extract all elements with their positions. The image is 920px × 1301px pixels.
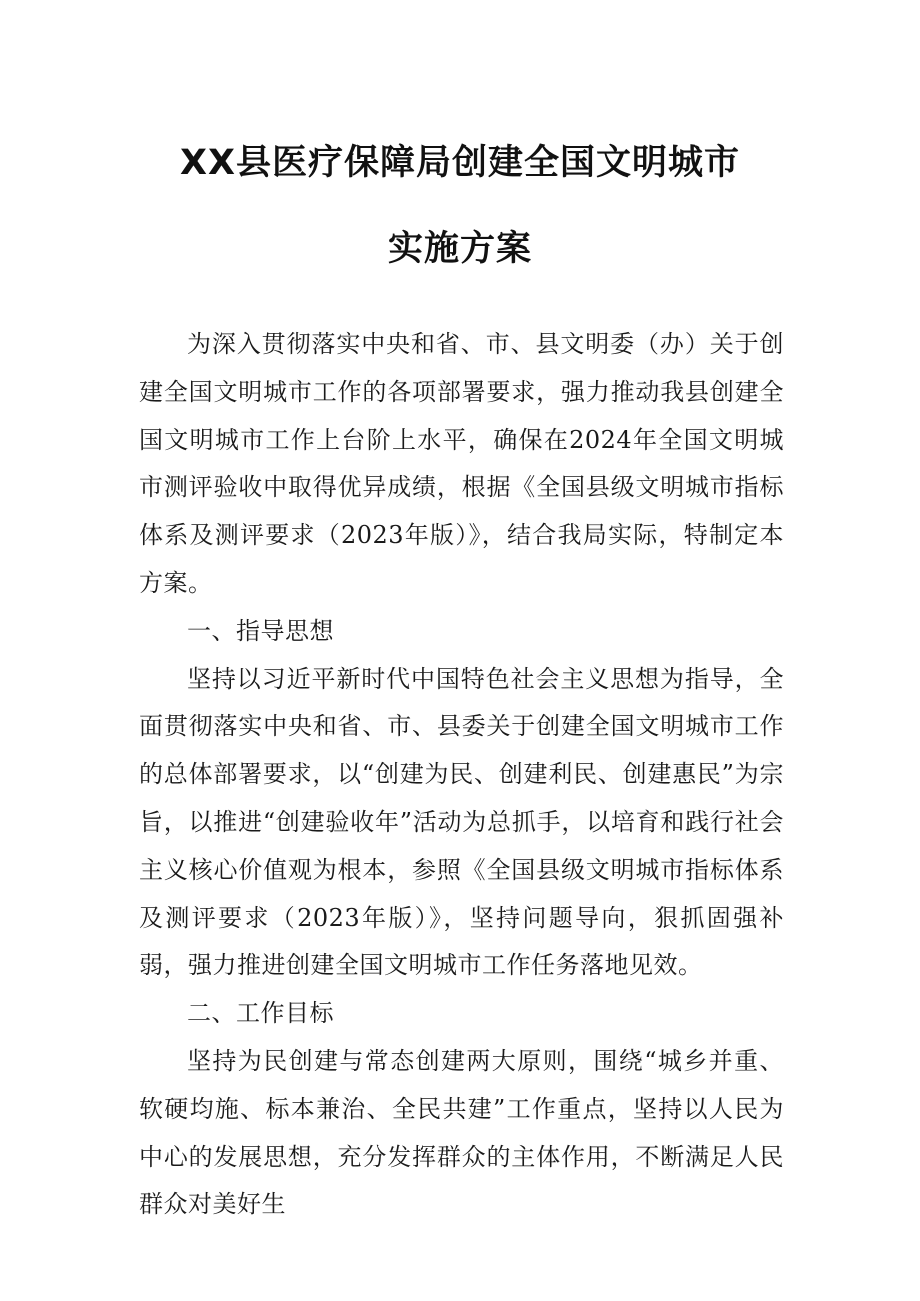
section-heading-work-goals: 二、工作目标	[187, 999, 334, 1028]
document-body	[139, 321, 784, 1229]
section-paragraph-work-goals: 坚持为民创建与常态创建两大原则，围绕“城乡并重、软硬均施、标本兼治、全民共建”工作重点，坚持以人民为中心的发展思想，充分发挥群众的主体作用，不断满足人民群众对美好生	[139, 1046, 784, 1219]
section-heading-guiding-ideology: 一、指导思想	[187, 616, 334, 645]
section-paragraph-guiding-ideology: 坚持以习近平新时代中国特色社会主义思想为指导，全面贯彻落实中央和省、市、县委关于创建全国文明城市工作的总体部署要求，以“创建为民、创建利民、创建惠民”为宗旨，以推进“创建验收年”活动为总抓手，以培育和践行社会主义核心价值观为根本，参照《全国县级文明城市指标体系及测评要求（2023年版）》，坚持问题导向，狠抓固强补弱，强力推进创建全国文明城市工作任务落地见效。	[139, 664, 784, 980]
intro-paragraph: 为深入贯彻落实中央和省、市、县文明委（办）关于创建全国文明城市工作的各项部署要求，强力推动我县创建全国文明城市工作上台阶上水平，确保在2024年全国文明城市测评验收中取得优异成绩，根据《全国县级文明城市指标体系及测评要求（2023年版）》，结合我局实际，特制定本方案。	[139, 330, 784, 597]
document-title-line-1: XX县医疗保障局创建全国文明城市	[180, 143, 740, 183]
document-title-line-2: 实施方案	[387, 229, 532, 269]
